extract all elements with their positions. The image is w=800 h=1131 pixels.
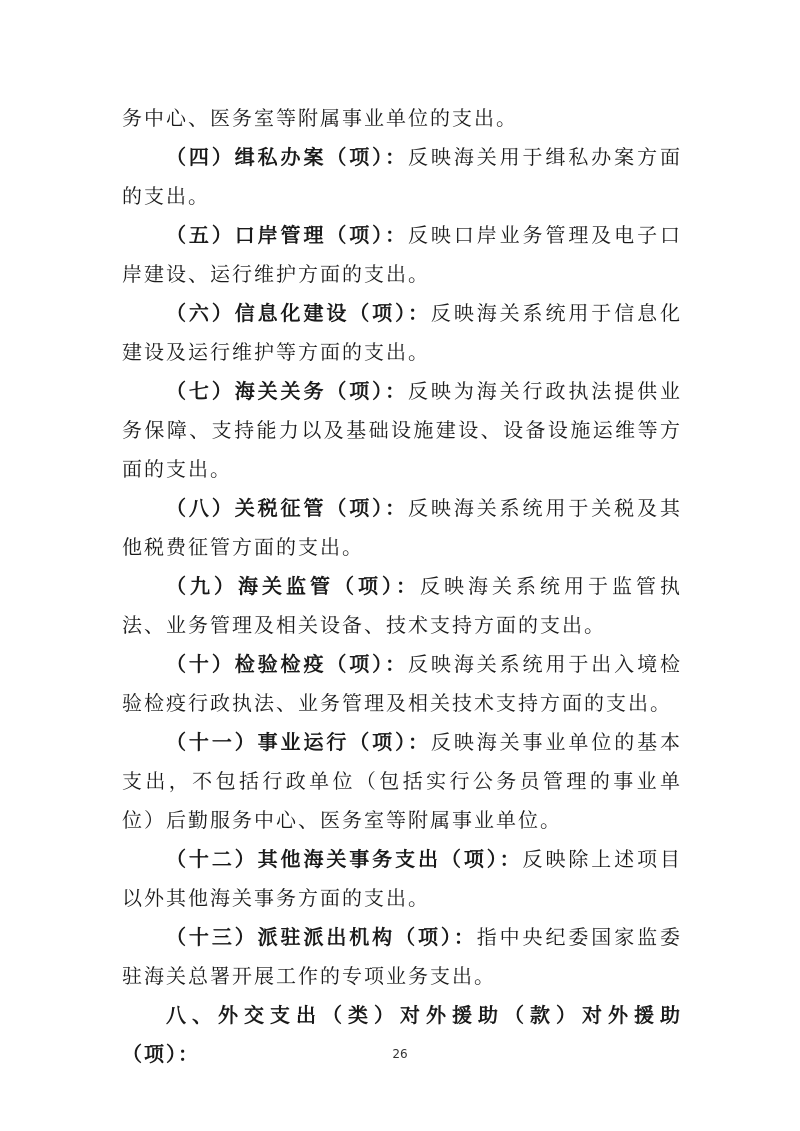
paragraph-text: 反映为海关行政执法提供业务保障、支持能力以及基础设施建设、设备设施运维等方面的支出。: [122, 379, 682, 481]
document-body: [122, 99, 682, 1074]
paragraph-heading: （十三）派驻派出机构（项）：: [166, 925, 477, 949]
paragraph-heading: （九）海关监管（项）：: [166, 574, 420, 598]
paragraph-text: 指中央纪委国家监委驻海关总署开展工作的专项业务支出。: [122, 925, 683, 988]
paragraph-heading: （十一）事业运行（项）：: [166, 730, 431, 754]
paragraph-heading: （十二）其他海关事务支出（项）：: [166, 847, 523, 871]
paragraph-text: 反映海关系统用于关税及其他税费征管方面的支出。: [122, 496, 682, 559]
page-number: 26: [392, 1047, 408, 1061]
paragraph-heading: （六）信息化建设（项）：: [166, 301, 431, 325]
paragraph: [122, 567, 682, 645]
paragraph: [122, 918, 682, 996]
paragraph-heading: （七）海关关务（项）：: [166, 379, 408, 403]
paragraph-text: 反映海关用于缉私办案方面的支出。: [122, 145, 682, 208]
paragraph: [122, 99, 682, 138]
paragraph: [122, 723, 682, 840]
paragraph-heading: （十）检验检疫（项）：: [166, 652, 408, 676]
paragraph-text: 反映海关系统用于信息化建设及运行维护等方面的支出。: [122, 301, 683, 364]
paragraph-heading: （八）关税征管（项）：: [166, 496, 408, 520]
paragraph-text: 务中心、医务室等附属事业单位的支出。: [122, 106, 518, 130]
paragraph-heading: （四）缉私办案（项）：: [166, 145, 408, 169]
paragraph: [122, 138, 682, 216]
paragraph-heading: （五）口岸管理（项）：: [166, 223, 408, 247]
paragraph-text: 反映海关系统用于出入境检验检疫行政执法、业务管理及相关技术支持方面的支出。: [122, 652, 682, 715]
paragraph: [122, 372, 682, 489]
paragraph: [122, 216, 682, 294]
paragraph-heading: 八、外交支出（类）对外援助（款）对外援助（项）：: [122, 1003, 682, 1066]
paragraph-text: 反映海关事业单位的基本支出，不包括行政单位（包括实行公务员管理的事业单位）后勤服务中心、医务室等附属事业单位。: [122, 730, 683, 832]
paragraph: [122, 996, 682, 1074]
paragraph-text: 反映口岸业务管理及电子口岸建设、运行维护方面的支出。: [122, 223, 682, 286]
paragraph: [122, 489, 682, 567]
paragraph: [122, 294, 682, 372]
paragraph: [122, 645, 682, 723]
paragraph-text: 反映海关系统用于监管执法、业务管理及相关设备、技术支持方面的支出。: [122, 574, 682, 637]
paragraph-text: 反映除上述项目以外其他海关事务方面的支出。: [122, 847, 683, 910]
paragraph: [122, 840, 682, 918]
